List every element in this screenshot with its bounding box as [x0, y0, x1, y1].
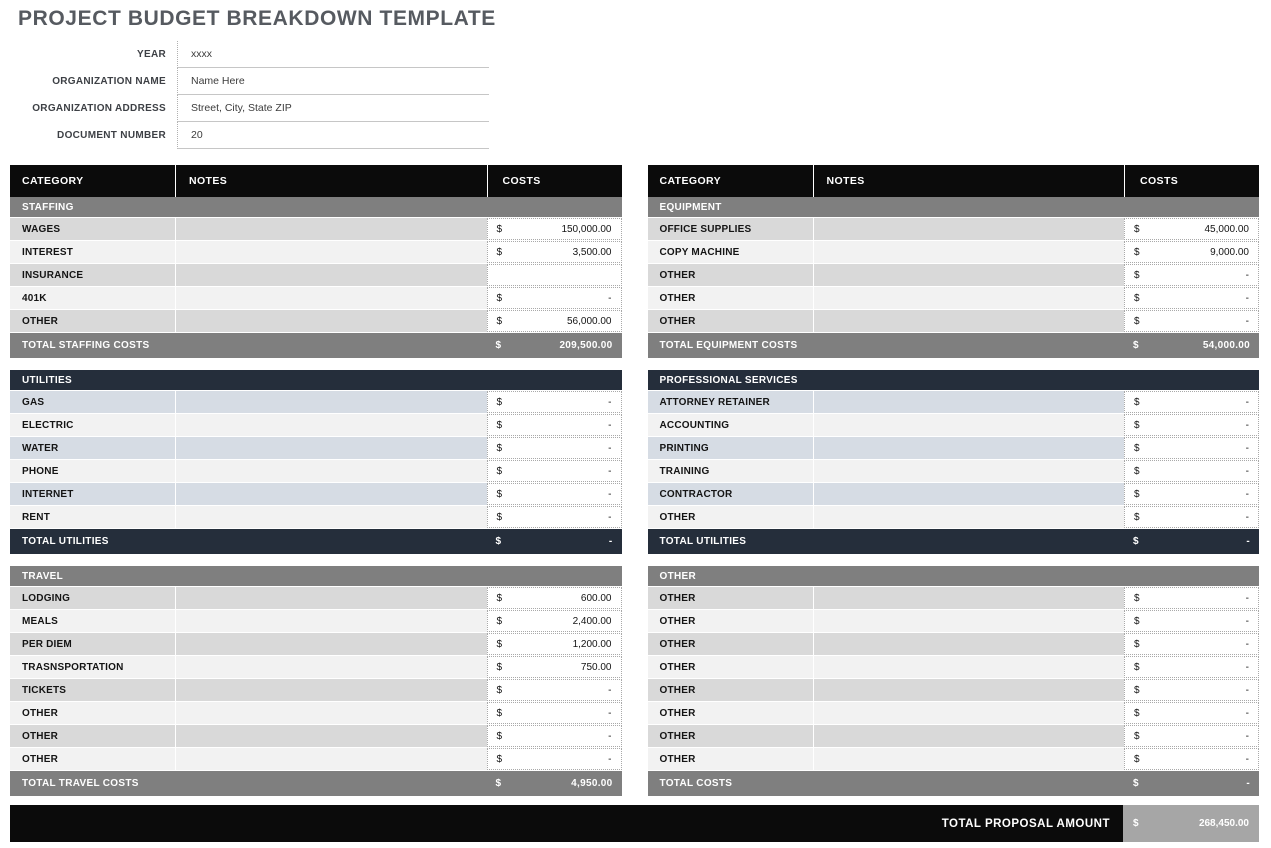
dollar-sign: $ — [496, 292, 503, 304]
section-header: PROFESSIONAL SERVICES — [648, 370, 1260, 390]
notes-cell[interactable] — [813, 241, 1125, 263]
table-row — [10, 483, 622, 505]
total-proposal-label: TOTAL PROPOSAL AMOUNT — [941, 817, 1110, 830]
table-row — [648, 587, 1260, 609]
dollar-sign: $ — [1134, 511, 1140, 523]
section-right-0 — [648, 197, 1260, 358]
cost-amount: 2,400.00 — [572, 615, 612, 627]
dollar-sign: $ — [496, 442, 503, 454]
cost-cell[interactable] — [487, 391, 622, 413]
notes-cell[interactable] — [813, 287, 1125, 309]
total-amount: - — [1246, 536, 1250, 547]
section-left-2 — [10, 566, 622, 796]
dollar-sign: $ — [496, 730, 503, 742]
cost-cell[interactable] — [1124, 587, 1259, 609]
category-cell[interactable]: OTHER — [22, 707, 58, 719]
right-table — [648, 165, 1260, 796]
cost-cell[interactable] — [1124, 414, 1259, 436]
table-row — [648, 748, 1260, 770]
notes-cell[interactable] — [175, 310, 487, 332]
section-right-2 — [648, 566, 1260, 796]
dollar-sign: $ — [1134, 223, 1140, 235]
table-row — [10, 391, 622, 413]
table-row — [10, 656, 622, 678]
cost-cell[interactable] — [487, 610, 622, 632]
cost-amount: - — [1245, 707, 1249, 719]
cost-cell[interactable] — [487, 460, 622, 482]
total-row — [10, 333, 622, 358]
field-row-document-number — [10, 122, 1271, 149]
total-proposal-bar — [10, 805, 1259, 842]
section-header: OTHER — [648, 566, 1260, 586]
category-cell[interactable]: LODGING — [22, 592, 71, 604]
table-row — [648, 437, 1260, 459]
category-cell[interactable]: TRAINING — [659, 465, 710, 477]
cost-cell[interactable] — [1124, 241, 1259, 263]
total-label: TOTAL TRAVEL COSTS — [22, 778, 139, 789]
notes-cell[interactable] — [175, 460, 487, 482]
total-amount: - — [608, 536, 613, 547]
notes-cell[interactable] — [175, 287, 487, 309]
table-row — [648, 414, 1260, 436]
column-header-costs: COSTS — [1124, 165, 1259, 197]
category-cell[interactable]: OTHER — [659, 315, 696, 327]
cost-cell[interactable] — [487, 506, 622, 528]
notes-cell[interactable] — [813, 506, 1125, 528]
total-row — [10, 529, 622, 554]
document-info-fields — [10, 41, 1271, 149]
year-label: YEAR — [137, 49, 166, 60]
category-cell[interactable]: OTHER — [659, 511, 696, 523]
dollar-sign: $ — [1134, 246, 1140, 258]
total-amount: - — [1246, 778, 1250, 789]
category-cell[interactable]: COPY MACHINE — [659, 246, 740, 258]
cost-amount: - — [608, 753, 612, 765]
dollar-sign: $ — [1134, 442, 1140, 454]
total-label: TOTAL UTILITIES — [659, 536, 747, 547]
notes-cell[interactable] — [813, 702, 1125, 724]
column-header-notes: NOTES — [175, 165, 487, 197]
table-row — [648, 218, 1260, 240]
category-cell[interactable]: GAS — [22, 396, 45, 408]
cost-amount: - — [608, 396, 612, 408]
table-row — [10, 506, 622, 528]
category-cell[interactable]: INSURANCE — [22, 269, 84, 281]
cost-amount: - — [1245, 638, 1249, 650]
table-row — [10, 218, 622, 240]
cost-amount: - — [1245, 419, 1249, 431]
cost-cell[interactable] — [1124, 391, 1259, 413]
cost-cell[interactable] — [1124, 460, 1259, 482]
cost-cell[interactable] — [487, 679, 622, 701]
dollar-sign: $ — [1134, 615, 1140, 627]
cost-cell[interactable] — [487, 287, 622, 309]
notes-cell[interactable] — [813, 679, 1125, 701]
category-cell[interactable]: OTHER — [659, 269, 696, 281]
table-row — [10, 610, 622, 632]
notes-cell[interactable] — [175, 483, 487, 505]
section-header: EQUIPMENT — [648, 197, 1260, 217]
notes-cell[interactable] — [175, 241, 487, 263]
category-cell[interactable]: TICKETS — [22, 684, 67, 696]
total-amount: 54,000.00 — [1202, 340, 1250, 351]
table-row — [10, 460, 622, 482]
cost-amount: - — [1245, 269, 1249, 281]
cost-cell[interactable] — [1124, 610, 1259, 632]
dollar-sign: $ — [1134, 269, 1140, 281]
cost-amount: - — [1245, 592, 1249, 604]
category-cell[interactable]: ATTORNEY RETAINER — [659, 396, 770, 408]
total-label: TOTAL EQUIPMENT COSTS — [659, 340, 798, 351]
cost-amount: - — [1245, 730, 1249, 742]
notes-cell[interactable] — [813, 310, 1125, 332]
cost-cell[interactable] — [487, 587, 622, 609]
total-cost-cell — [1124, 340, 1259, 351]
table-row — [648, 310, 1260, 332]
cost-amount: 9,000.00 — [1210, 246, 1249, 258]
category-cell[interactable]: RENT — [22, 511, 51, 523]
notes-cell[interactable] — [813, 437, 1125, 459]
total-proposal-cost-cell — [1123, 805, 1259, 842]
cost-amount: - — [1245, 442, 1249, 454]
organization-name-input[interactable]: Name Here — [177, 68, 489, 95]
table-row — [10, 310, 622, 332]
notes-cell[interactable] — [813, 264, 1125, 286]
table-row — [10, 414, 622, 436]
cost-cell[interactable] — [1124, 287, 1259, 309]
notes-cell[interactable] — [175, 414, 487, 436]
dollar-sign: $ — [495, 536, 502, 547]
table-row — [10, 633, 622, 655]
notes-cell[interactable] — [175, 748, 487, 770]
budget-tables — [10, 165, 1259, 796]
notes-cell[interactable] — [175, 656, 487, 678]
cost-amount: - — [608, 707, 612, 719]
section-right-1 — [648, 370, 1260, 554]
category-cell[interactable]: CONTRACTOR — [659, 488, 733, 500]
cost-amount: - — [1245, 396, 1249, 408]
dollar-sign: $ — [496, 753, 503, 765]
page-title: PROJECT BUDGET BREAKDOWN TEMPLATE — [18, 7, 496, 30]
dollar-sign: $ — [496, 223, 503, 235]
dollar-sign: $ — [496, 615, 503, 627]
cost-cell[interactable] — [487, 725, 622, 747]
cost-amount: - — [608, 511, 612, 523]
cost-amount: - — [1245, 661, 1249, 673]
cost-amount: 600.00 — [580, 592, 612, 604]
cost-cell[interactable] — [1124, 679, 1259, 701]
table-row — [648, 702, 1260, 724]
notes-cell[interactable] — [175, 679, 487, 701]
notes-cell[interactable] — [813, 748, 1125, 770]
total-cost-cell — [1124, 778, 1259, 789]
cost-amount: 3,500.00 — [572, 246, 612, 258]
cost-cell[interactable] — [1124, 725, 1259, 747]
total-row — [648, 333, 1260, 358]
category-cell[interactable]: ACCOUNTING — [659, 419, 730, 431]
dollar-sign: $ — [496, 707, 503, 719]
table-row — [10, 748, 622, 770]
organization-address-input[interactable]: Street, City, State ZIP — [177, 95, 489, 122]
dollar-sign: $ — [496, 684, 503, 696]
cost-cell[interactable] — [1124, 437, 1259, 459]
category-cell[interactable]: PER DIEM — [22, 638, 72, 650]
category-cell[interactable]: OTHER — [659, 661, 696, 673]
category-cell[interactable]: OTHER — [659, 615, 696, 627]
dollar-sign: $ — [496, 488, 503, 500]
cost-amount: 150,000.00 — [561, 223, 612, 235]
table-row — [10, 679, 622, 701]
dollar-sign: $ — [1134, 292, 1140, 304]
cost-amount: - — [1245, 488, 1249, 500]
dollar-sign: $ — [1133, 818, 1139, 829]
category-cell[interactable]: OTHER — [659, 684, 696, 696]
notes-cell[interactable] — [813, 391, 1125, 413]
cost-amount: - — [1245, 511, 1249, 523]
cost-amount: - — [608, 730, 612, 742]
left-column-header-row — [10, 165, 622, 197]
document-number-label: DOCUMENT NUMBER — [57, 130, 166, 141]
cost-cell[interactable] — [1124, 748, 1259, 770]
dollar-sign: $ — [1134, 592, 1140, 604]
column-header-category: CATEGORY — [22, 175, 84, 187]
table-row — [648, 506, 1260, 528]
dollar-sign: $ — [496, 661, 503, 673]
notes-cell[interactable] — [813, 483, 1125, 505]
cost-cell[interactable] — [1124, 264, 1259, 286]
notes-cell[interactable] — [813, 725, 1125, 747]
category-cell[interactable]: 401K — [22, 292, 47, 304]
cost-cell[interactable] — [487, 414, 622, 436]
document-number-input[interactable]: 20 — [177, 122, 489, 149]
total-label: TOTAL STAFFING COSTS — [22, 340, 150, 351]
table-row — [10, 437, 622, 459]
column-header-category: CATEGORY — [659, 175, 722, 187]
dollar-sign: $ — [1133, 340, 1139, 351]
table-row — [10, 287, 622, 309]
category-cell[interactable]: INTERNET — [22, 488, 74, 500]
cost-amount: - — [608, 465, 612, 477]
cost-amount: - — [1245, 615, 1249, 627]
notes-cell[interactable] — [175, 264, 487, 286]
total-label: TOTAL UTILITIES — [22, 536, 109, 547]
cost-amount: 750.00 — [580, 661, 612, 673]
notes-cell[interactable] — [813, 656, 1125, 678]
notes-cell[interactable] — [175, 587, 487, 609]
cost-cell[interactable] — [487, 264, 622, 286]
cost-amount: - — [608, 488, 612, 500]
category-cell[interactable]: PHONE — [22, 465, 59, 477]
table-row — [10, 264, 622, 286]
category-cell[interactable]: OTHER — [22, 753, 58, 765]
dollar-sign: $ — [495, 778, 502, 789]
category-cell[interactable]: ELECTRIC — [22, 419, 74, 431]
cost-cell[interactable] — [487, 218, 622, 240]
cost-cell[interactable] — [487, 310, 622, 332]
cost-cell[interactable] — [487, 241, 622, 263]
notes-cell[interactable] — [175, 633, 487, 655]
notes-cell[interactable] — [175, 218, 487, 240]
cost-amount: - — [1245, 465, 1249, 477]
cost-amount: 56,000.00 — [567, 315, 612, 327]
right-column-header-row — [648, 165, 1260, 197]
dollar-sign: $ — [1134, 730, 1140, 742]
dollar-sign: $ — [1134, 707, 1140, 719]
cost-cell[interactable] — [487, 656, 622, 678]
table-row — [648, 483, 1260, 505]
total-amount: 4,950.00 — [571, 778, 613, 789]
table-row — [648, 287, 1260, 309]
cost-cell[interactable] — [487, 483, 622, 505]
cost-cell[interactable] — [1124, 218, 1259, 240]
notes-cell[interactable] — [813, 610, 1125, 632]
cost-cell[interactable] — [487, 748, 622, 770]
notes-cell[interactable] — [813, 218, 1125, 240]
dollar-sign: $ — [1134, 315, 1140, 327]
column-header-costs: COSTS — [487, 165, 622, 197]
category-cell[interactable]: MEALS — [22, 615, 58, 627]
cost-amount: - — [1245, 292, 1249, 304]
table-row — [648, 241, 1260, 263]
cost-cell[interactable] — [1124, 633, 1259, 655]
category-cell[interactable]: OTHER — [659, 707, 696, 719]
category-cell[interactable]: PRINTING — [659, 442, 709, 454]
table-row — [648, 610, 1260, 632]
total-row — [10, 771, 622, 796]
year-input[interactable]: xxxx — [177, 41, 489, 68]
total-proposal-amount: 268,450.00 — [1198, 818, 1249, 829]
dollar-sign: $ — [496, 511, 503, 523]
category-cell[interactable]: WATER — [22, 442, 59, 454]
notes-cell[interactable] — [813, 414, 1125, 436]
notes-cell[interactable] — [813, 587, 1125, 609]
notes-cell[interactable] — [175, 391, 487, 413]
total-cost-cell — [1124, 536, 1259, 547]
dollar-sign: $ — [496, 396, 503, 408]
table-row — [648, 391, 1260, 413]
table-row — [10, 587, 622, 609]
dollar-sign: $ — [1134, 396, 1140, 408]
dollar-sign: $ — [495, 340, 502, 351]
cost-cell[interactable] — [1124, 310, 1259, 332]
total-amount: 209,500.00 — [559, 340, 613, 351]
field-row-year — [10, 41, 1271, 68]
dollar-sign: $ — [1134, 465, 1140, 477]
cost-cell[interactable] — [1124, 483, 1259, 505]
dollar-sign: $ — [496, 592, 503, 604]
section-left-1 — [10, 370, 622, 554]
section-header: UTILITIES — [10, 370, 622, 390]
category-cell[interactable]: OTHER — [22, 315, 58, 327]
cost-amount: - — [608, 442, 612, 454]
section-header: TRAVEL — [10, 566, 622, 586]
section-header: STAFFING — [10, 197, 622, 217]
total-cost-cell — [487, 536, 622, 547]
notes-cell[interactable] — [813, 633, 1125, 655]
table-row — [648, 460, 1260, 482]
dollar-sign: $ — [1133, 778, 1139, 789]
organization-name-label: ORGANIZATION NAME — [52, 76, 166, 87]
organization-address-label: ORGANIZATION ADDRESS — [32, 103, 166, 114]
table-row — [648, 264, 1260, 286]
dollar-sign: $ — [1133, 536, 1139, 547]
dollar-sign: $ — [1134, 684, 1140, 696]
category-cell[interactable]: OTHER — [659, 730, 696, 742]
cost-amount: - — [1245, 753, 1249, 765]
table-row — [648, 656, 1260, 678]
dollar-sign: $ — [1134, 488, 1140, 500]
category-cell[interactable]: TRASNSPORTATION — [22, 661, 124, 673]
cost-cell[interactable] — [1124, 506, 1259, 528]
table-row — [648, 679, 1260, 701]
cost-cell[interactable] — [487, 437, 622, 459]
dollar-sign: $ — [496, 315, 503, 327]
dollar-sign: $ — [496, 465, 503, 477]
cost-amount: - — [1245, 684, 1249, 696]
table-row — [10, 702, 622, 724]
cost-amount: 45,000.00 — [1204, 223, 1249, 235]
notes-cell[interactable] — [175, 437, 487, 459]
notes-cell[interactable] — [813, 460, 1125, 482]
category-cell[interactable]: WAGES — [22, 223, 61, 235]
total-label: TOTAL COSTS — [659, 778, 733, 789]
total-cost-cell — [487, 778, 622, 789]
table-row — [10, 241, 622, 263]
table-row — [10, 725, 622, 747]
total-row — [648, 529, 1260, 554]
total-row — [648, 771, 1260, 796]
notes-cell[interactable] — [175, 610, 487, 632]
field-row-organization-address — [10, 95, 1271, 122]
dollar-sign: $ — [1134, 419, 1140, 431]
dollar-sign: $ — [496, 638, 503, 650]
left-table — [10, 165, 622, 796]
cost-cell[interactable] — [487, 633, 622, 655]
cost-amount: 1,200.00 — [572, 638, 612, 650]
cost-amount: - — [608, 419, 612, 431]
dollar-sign: $ — [496, 419, 503, 431]
cost-amount: - — [1245, 315, 1249, 327]
cost-cell[interactable] — [1124, 656, 1259, 678]
notes-cell[interactable] — [175, 702, 487, 724]
category-cell[interactable]: OFFICE SUPPLIES — [659, 223, 752, 235]
cost-amount: - — [608, 292, 612, 304]
dollar-sign: $ — [1134, 661, 1140, 673]
dollar-sign: $ — [1134, 753, 1140, 765]
total-cost-cell — [487, 340, 622, 351]
category-cell[interactable]: OTHER — [659, 638, 696, 650]
category-cell[interactable]: OTHER — [659, 592, 696, 604]
category-cell[interactable]: OTHER — [659, 292, 696, 304]
table-row — [648, 725, 1260, 747]
dollar-sign: $ — [496, 246, 503, 258]
cost-cell[interactable] — [487, 702, 622, 724]
notes-cell[interactable] — [175, 506, 487, 528]
column-header-notes: NOTES — [813, 165, 1125, 197]
cost-cell[interactable] — [1124, 702, 1259, 724]
dollar-sign: $ — [1134, 638, 1140, 650]
category-cell[interactable]: OTHER — [659, 753, 696, 765]
table-row — [648, 633, 1260, 655]
field-row-organization-name — [10, 68, 1271, 95]
category-cell[interactable]: OTHER — [22, 730, 58, 742]
section-left-0 — [10, 197, 622, 358]
category-cell[interactable]: INTEREST — [22, 246, 74, 258]
notes-cell[interactable] — [175, 725, 487, 747]
cost-amount: - — [608, 684, 612, 696]
